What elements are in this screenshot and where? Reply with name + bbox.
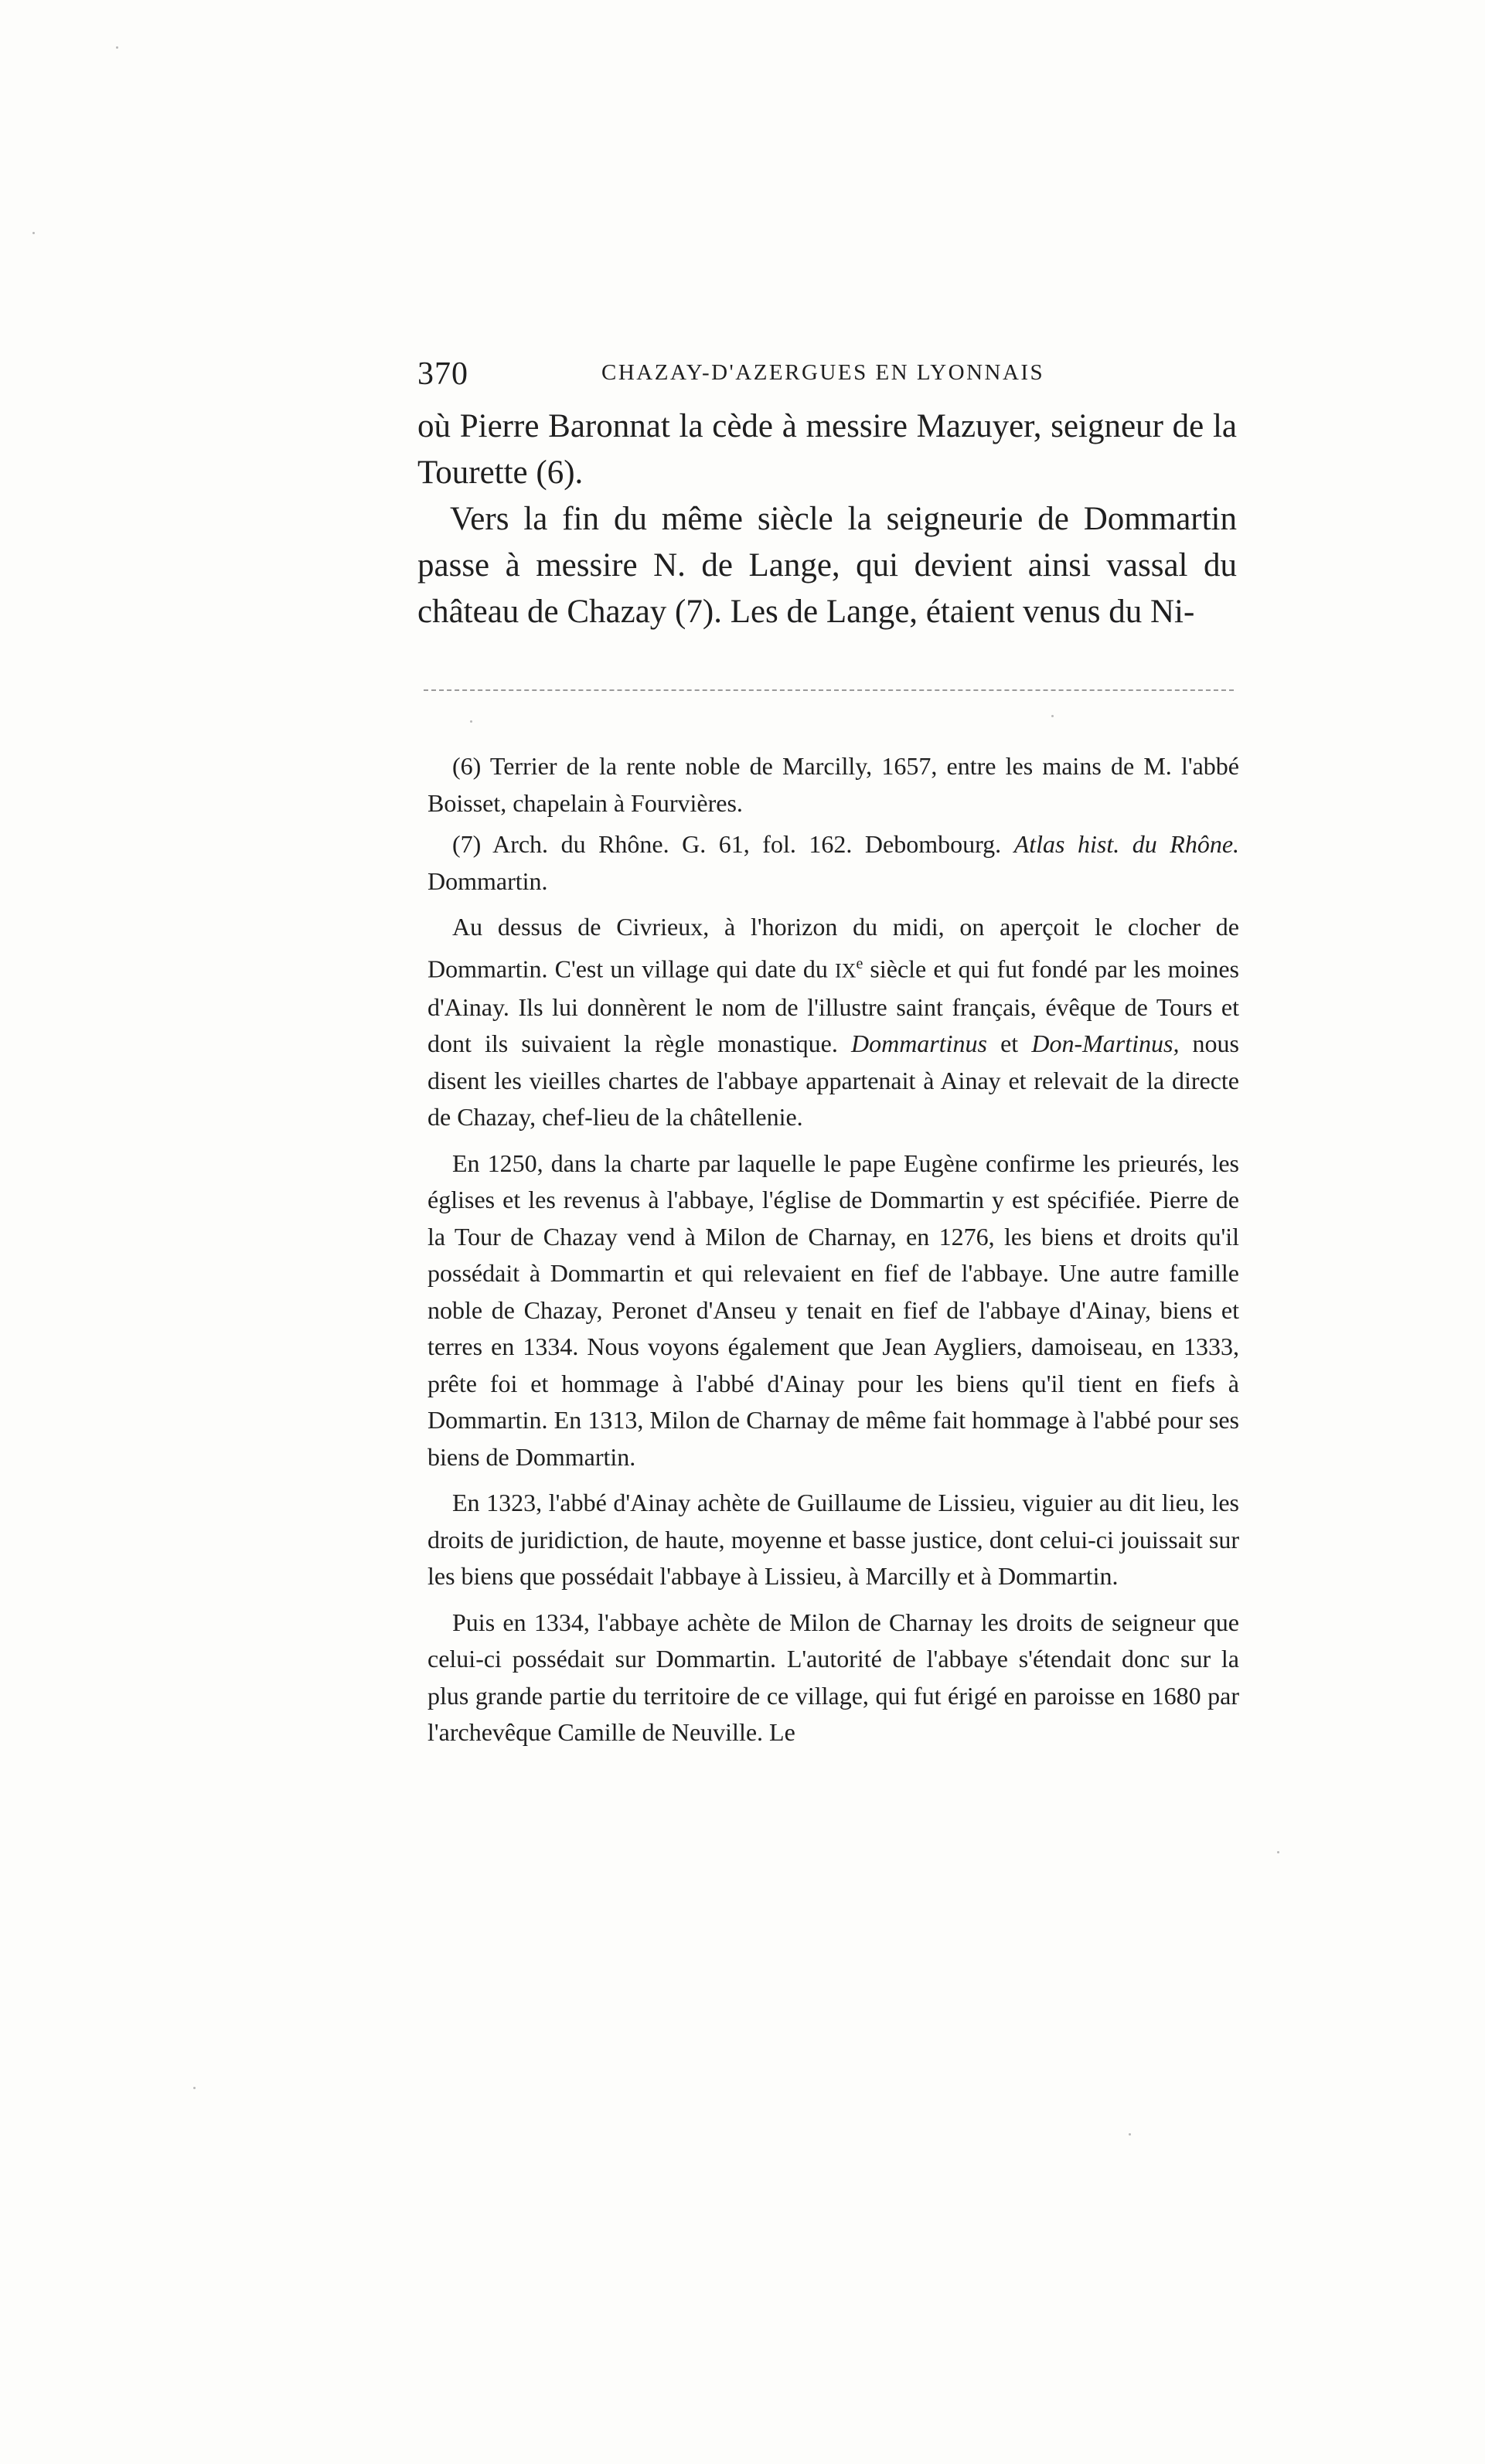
footnote-text: Arch. du Rhône. G. 61, fol. 162. Debombourg. — [492, 830, 1002, 858]
footnote-paragraph: Puis en 1334, l'abbaye achète de Milon de Charnay les droits de seigneur que celui-ci possédait sur Dommartin. L'autorité de l'abbaye s'étendait donc sur la plus grande partie du territoire de ce village, qui fut érigé en paroisse en 1680 par l'archevêque Camille de Neuville. Le — [427, 1608, 1239, 1747]
footnote-7 — [427, 826, 1239, 900]
main-text — [417, 403, 1237, 635]
footnote-paragraph: En 1323, l'abbé d'Ainay achète de Guillaume de Lissieu, viguier au dit lieu, les droits de juridiction, de haute, moyenne et basse justice, dont celui-ci jouissait sur les biens que possédait l'abbaye à Lissieu, à Marcilly et à Dommartin. — [427, 1489, 1239, 1591]
paper-speck — [193, 2087, 196, 2089]
paper-speck — [1051, 715, 1054, 717]
footnote-separator — [424, 689, 1234, 691]
paper-speck — [32, 232, 35, 234]
running-title: CHAZAY-D'AZERGUES EN LYONNAIS — [601, 360, 1045, 385]
century-suffix: e — [856, 955, 863, 972]
italic-term: Don-Martinus, — [1031, 1030, 1180, 1058]
page-number: 370 — [417, 356, 468, 392]
body-paragraph: où Pierre Baronnat la cède à messire Mazuyer, seigneur de la Tourette (6). — [417, 408, 1237, 491]
body-paragraph: Vers la fin du même siècle la seigneurie de Dommartin passe à messire N. de Lange, qui devient ainsi vassal du château de Chazay (7). Les de Lange, étaient venus du Ni- — [417, 501, 1237, 630]
paragraph-text: siècle et qui fut fondé par les moines d'Ainay. Ils lui donnèrent le nom de l'illustre saint français, évêque de Tours et dont ils suivaient la règle monastique. — [427, 955, 1240, 1058]
paragraph-text: et — [986, 1030, 1032, 1058]
footnote-6 — [427, 748, 1239, 822]
footnotes — [427, 748, 1239, 1751]
paper-speck — [1277, 1851, 1279, 1853]
paragraph-text: Au dessus de Civrieux, à l'horizon du midi, on aperçoit le clocher de Dommartin. C'est un village qui date du — [427, 913, 1239, 983]
paper-speck — [116, 46, 118, 49]
page-header — [417, 356, 1237, 393]
footnote-italic-title: Atlas hist. du Rhône. — [1013, 830, 1240, 858]
paper-speck — [1129, 2133, 1131, 2136]
footnote-text-end: Dommartin. — [427, 866, 548, 895]
footnote-text: Terrier de la rente noble de Marcilly, 1657, entre les mains de M. l'abbé Boisset, chapelain à Fourvières. — [427, 752, 1240, 817]
paragraph-text: nous disent les vieilles chartes de l'abbaye appartenait à Ainay et relevait de la directe de Chazay, chef-lieu de la châtellenie. — [427, 1030, 1240, 1132]
century-numeral: IX — [835, 959, 857, 982]
footnote-number: (7) — [452, 830, 482, 858]
footnote-number: (6) — [452, 752, 482, 780]
footnote-paragraph: En 1250, dans la charte par laquelle le pape Eugène confirme les prieurés, les églises et les revenus à l'abbaye, l'église de Dommartin y est spécifiée. Pierre de la Tour de Chazay vend à Milon de Charnay, en 1276, les biens et droits qu'il possédait à Dommartin et qui relevaient en fief de l'abbaye. Une autre famille noble de Chazay, Peronet d'Anseu y tenait en fief de l'abbaye d'Ainay, biens et terres en 1334. Nous voyons également que Jean Aygliers, damoiseau, en 1333, prête foi et hommage à l'abbé d'Ainay pour les biens qu'il tient en fiefs à Dommartin. En 1313, Milon de Charnay de même fait hommage à l'abbé pour ses biens de Dommartin. — [427, 1149, 1239, 1471]
paper-speck — [470, 720, 472, 723]
italic-term: Dommartinus — [850, 1030, 987, 1058]
footnote-paragraph — [427, 909, 1239, 1136]
